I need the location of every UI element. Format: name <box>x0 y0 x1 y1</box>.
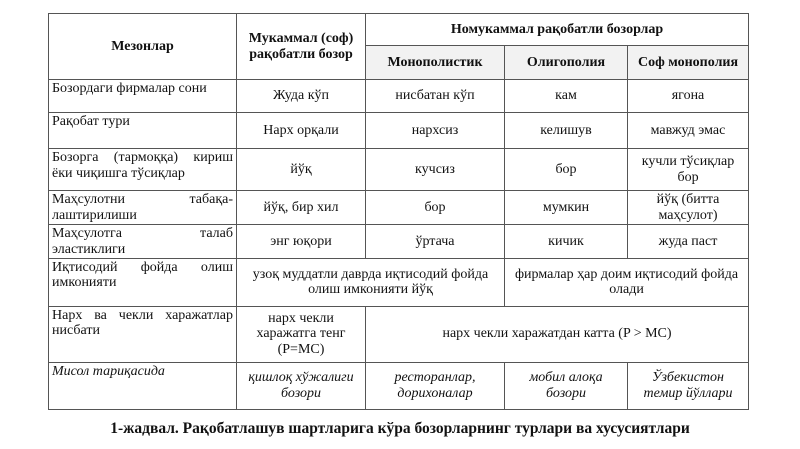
row-label: Нарх ва чекли харажатлар нисбати <box>49 306 237 362</box>
table-cell: кучсиз <box>366 149 505 191</box>
row-label: Бозордаги фирмалар сони <box>49 80 237 113</box>
table-cell: йўқ <box>237 149 366 191</box>
table-cell: ресторанлар, дорихоналар <box>366 362 505 409</box>
header-oligopoly: Олигополия <box>505 46 628 80</box>
market-structures-table <box>48 13 749 410</box>
row-label: Маҳсулотга талаб эластиклиги <box>49 225 237 258</box>
table-cell: Жуда кўп <box>237 80 366 113</box>
header-monopolistic: Монополистик <box>366 46 505 80</box>
table-cell: мобил алоқа бозори <box>505 362 628 409</box>
header-imperfect-competition: Номукаммал рақобатли бозорлар <box>366 14 749 46</box>
table-cell: мавжуд эмас <box>628 113 749 149</box>
table-cell: кучли тўсиқлар бор <box>628 149 749 191</box>
table-cell: кам <box>505 80 628 113</box>
header-perfect-competition: Мукаммал (соф) рақобатли бозор <box>237 14 366 80</box>
table-cell: бор <box>505 149 628 191</box>
table-cell: ўртача <box>366 225 505 258</box>
table-row <box>49 191 749 225</box>
table-cell: йўқ (битта маҳсулот) <box>628 191 749 225</box>
table-row <box>49 258 749 306</box>
row-label: Рақобат тури <box>49 113 237 149</box>
table-cell-merged: узоқ муддатли даврда иқтисодий фойда олиш имконияти йўқ <box>237 258 505 306</box>
header-mezonlar: Мезонлар <box>49 14 237 80</box>
table-row <box>49 149 749 191</box>
table-cell: қишлоқ хўжалиги бозори <box>237 362 366 409</box>
table-row <box>49 80 749 113</box>
table-cell: энг юқори <box>237 225 366 258</box>
table-cell: ягона <box>628 80 749 113</box>
table-cell: нарх чекли харажатга тенг (P=MC) <box>237 306 366 362</box>
table-row <box>49 306 749 362</box>
table-cell: мумкин <box>505 191 628 225</box>
table-cell: келишув <box>505 113 628 149</box>
table-row <box>49 225 749 258</box>
row-label: Маҳсулотни табақа-лаштирилиши <box>49 191 237 225</box>
table-row <box>49 362 749 409</box>
row-label: Бозорга (тармоққа) кириш ёки чиқишга тўсиқлар <box>49 149 237 191</box>
table-row <box>49 113 749 149</box>
table-cell: нисбатан кўп <box>366 80 505 113</box>
table-cell: Ўзбекистон темир йўллари <box>628 362 749 409</box>
header-pure-monopoly: Соф монополия <box>628 46 749 80</box>
row-label: Иқтисодий фойда олиш имконияти <box>49 258 237 306</box>
table-cell: нархсиз <box>366 113 505 149</box>
table-cell: Нарх орқали <box>237 113 366 149</box>
row-label: Мисол тариқасида <box>49 362 237 409</box>
table-caption: 1-жадвал. Рақобатлашув шартларига кўра бозорларнинг турлари ва хусусиятлари <box>110 420 690 437</box>
table-cell-merged: фирмалар ҳар доим иқтисодий фойда олади <box>505 258 749 306</box>
table-cell: бор <box>366 191 505 225</box>
table-cell: йўқ, бир хил <box>237 191 366 225</box>
table-cell: кичик <box>505 225 628 258</box>
table-cell-merged: нарх чекли харажатдан катта (P > MC) <box>366 306 749 362</box>
table-cell: жуда паст <box>628 225 749 258</box>
